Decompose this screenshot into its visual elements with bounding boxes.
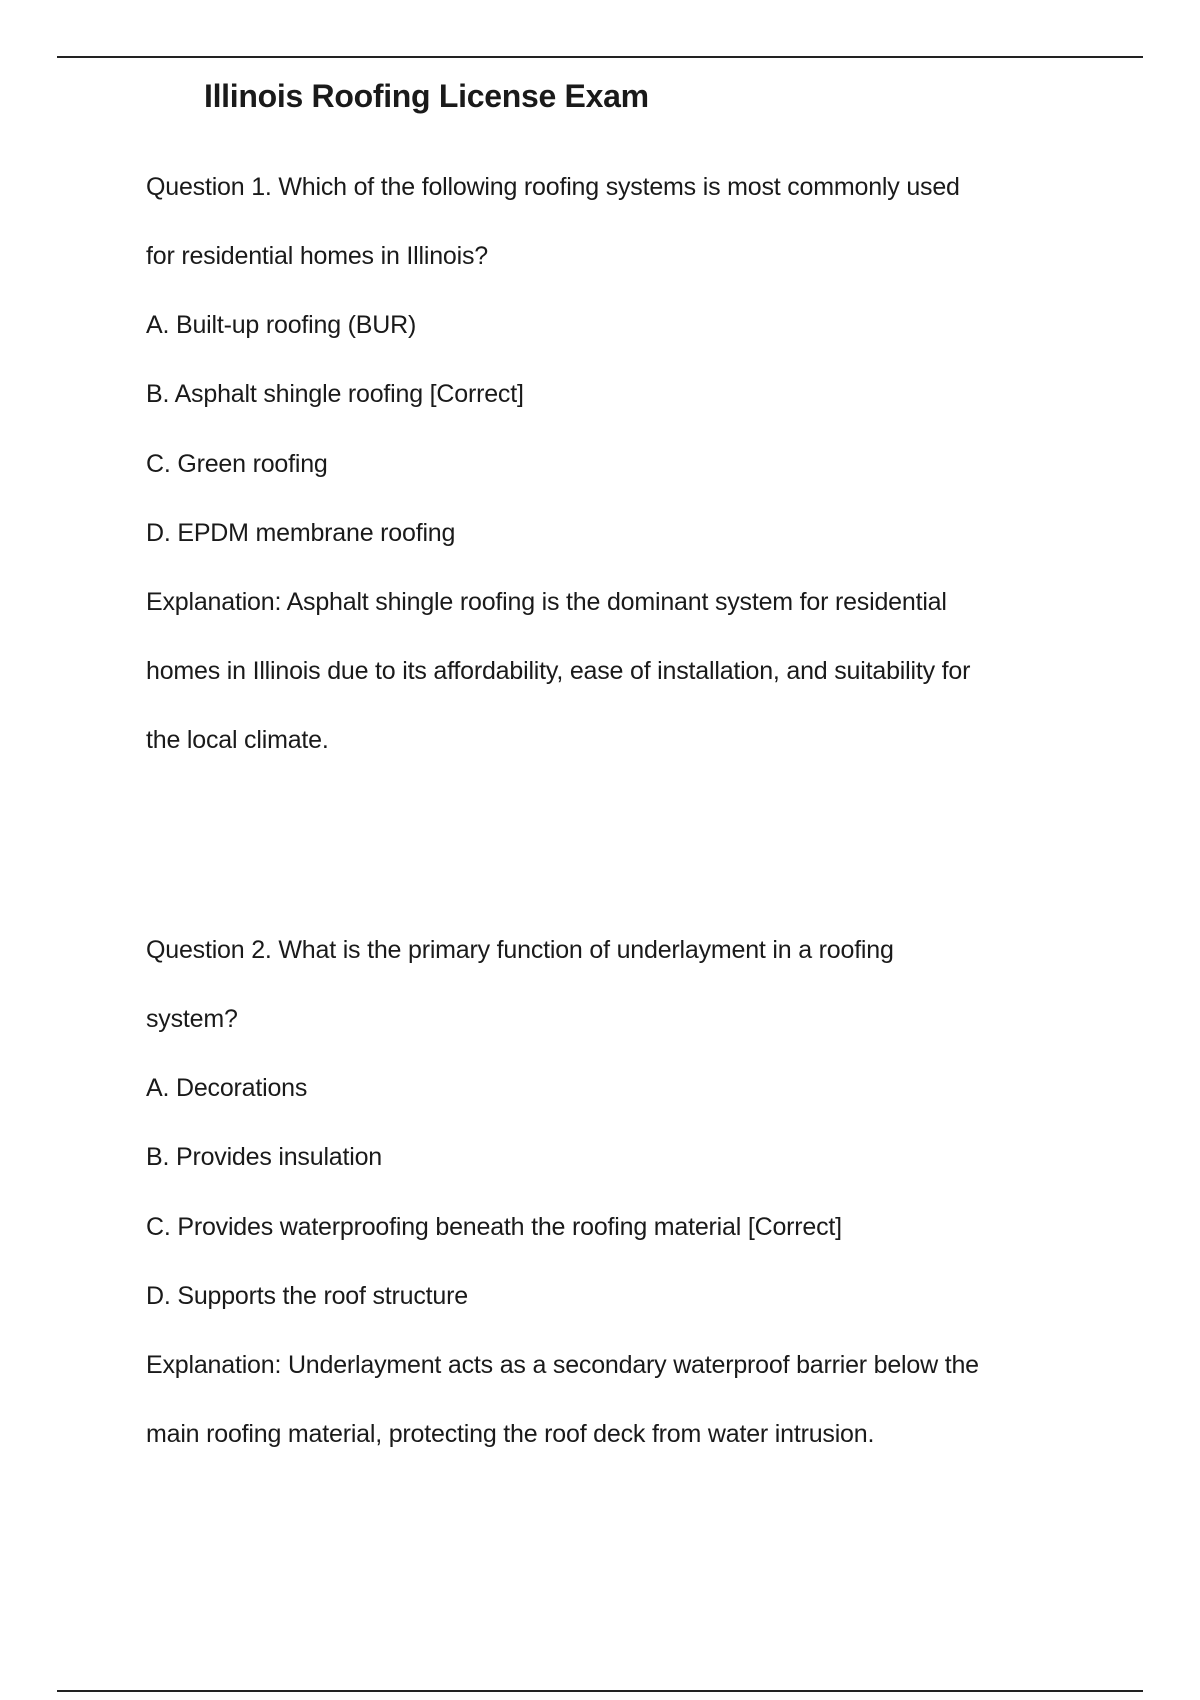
question-1-option-c: C. Green roofing	[146, 450, 328, 478]
question-1-explanation-line-3: the local climate.	[146, 726, 329, 754]
question-2-text-line-1: Question 2. What is the primary function of underlayment in a roofing	[146, 936, 894, 964]
question-1-text-line-2: for residential homes in Illinois?	[146, 242, 488, 270]
question-1-option-a: A. Built-up roofing (BUR)	[146, 311, 417, 339]
question-2-text-line-2: system?	[146, 1005, 238, 1033]
question-2-option-c: C. Provides waterproofing beneath the roofing material [Correct]	[146, 1213, 842, 1241]
question-2-option-b: B. Provides insulation	[146, 1143, 383, 1171]
top-rule	[57, 56, 1143, 58]
question-2-explanation-line-2: main roofing material, protecting the roof deck from water intrusion.	[146, 1420, 875, 1448]
question-2-option-a: A. Decorations	[146, 1074, 308, 1102]
question-1-text-line-1: Question 1. Which of the following roofing systems is most commonly used	[146, 173, 960, 201]
bottom-rule	[57, 1690, 1143, 1692]
document-title: Illinois Roofing License Exam	[204, 78, 649, 114]
question-2-explanation-line-1: Explanation: Underlayment acts as a secondary waterproof barrier below the	[146, 1351, 979, 1379]
question-1-explanation-line-1: Explanation: Asphalt shingle roofing is the dominant system for residential	[146, 588, 947, 616]
question-1-option-d: D. EPDM membrane roofing	[146, 519, 456, 547]
question-1-option-b: B. Asphalt shingle roofing [Correct]	[146, 380, 524, 408]
question-2-option-d: D. Supports the roof structure	[146, 1282, 468, 1310]
question-1-explanation-line-2: homes in Illinois due to its affordability, ease of installation, and suitability for	[146, 657, 971, 685]
